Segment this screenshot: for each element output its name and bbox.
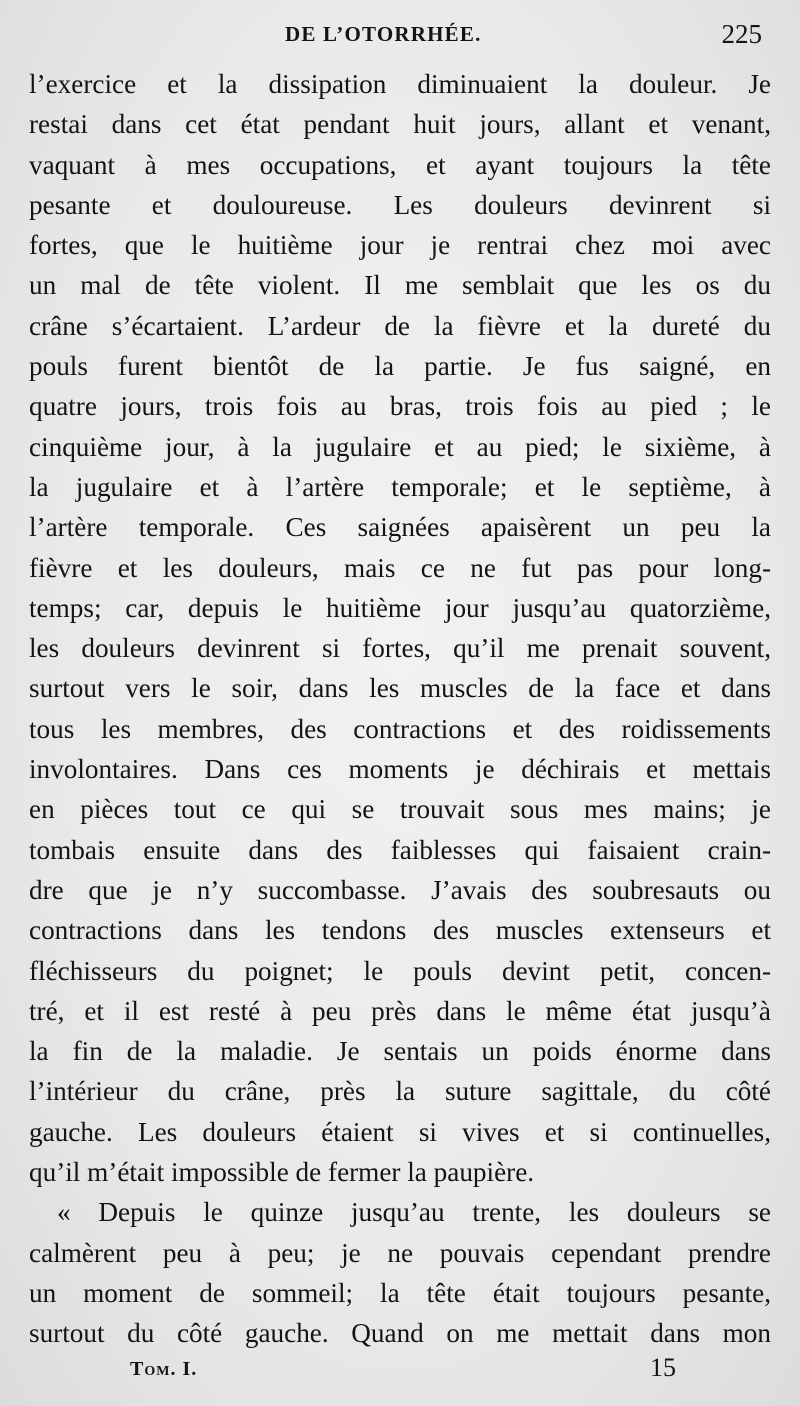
body-text: [29, 64, 771, 1354]
text-line: crâne s’écartaient. L’ardeur de la fièvre et la dureté du: [29, 310, 771, 341]
text-line: dre que je n’y succombasse. J’avais des soubresauts ou: [29, 874, 771, 905]
page-footer: [0, 1350, 800, 1390]
text-line: gauche. Les douleurs étaient si vives et si continuelles,: [29, 1116, 771, 1147]
signature-number: 15: [650, 1353, 676, 1382]
text-line: surtout du côté gauche. Quand on me mettait dans mon: [29, 1318, 771, 1349]
text-line: restai dans cet état pendant huit jours, allant et venant,: [29, 109, 771, 140]
text-line: un moment de sommeil; la tête était toujours pesante,: [29, 1277, 771, 1308]
text-line: l’exercice et la dissipation diminuaient la douleur. Je: [29, 69, 771, 99]
running-head: [0, 14, 800, 58]
text-line: pouls furent bientôt de la partie. Je fus saigné, en: [29, 351, 771, 382]
text-line: qu’il m’était impossible de fermer la paupière.: [29, 1157, 535, 1188]
text-line: fortes, que le huitième jour je rentrai chez moi avec: [29, 230, 771, 261]
text-line: la jugulaire et à l’artère temporale; et le septième, à: [29, 471, 771, 502]
running-title: DE L’OTORRHÉE.: [285, 22, 482, 46]
volume-signature: Tom. I.: [130, 1358, 198, 1380]
text-line: « Depuis le quinze jusqu’au trente, les douleurs se: [57, 1197, 771, 1228]
text-line: pesante et douloureuse. Les douleurs devinrent si: [29, 189, 771, 220]
text-line: la fin de la maladie. Je sentais un poids énorme dans: [29, 1036, 771, 1067]
text-line: calmèrent peu à peu; je ne pouvais cependant prendre: [29, 1237, 771, 1268]
text-line: en pièces tout ce qui se trouvait sous mes mains; je: [29, 794, 771, 825]
text-line: quatre jours, trois fois au bras, trois fois au pied ; le: [29, 391, 771, 422]
text-line: temps; car, depuis le huitième jour jusqu’au quatorzième,: [29, 592, 771, 623]
text-line: involontaires. Dans ces moments je déchirais et mettais: [29, 754, 771, 785]
text-line: tombais ensuite dans des faiblesses qui faisaient crain-: [29, 834, 771, 865]
text-line: cinquième jour, à la jugulaire et au pied; le sixième, à: [29, 431, 771, 462]
text-line: tous les membres, des contractions et des roidissements: [29, 713, 771, 744]
text-line: vaquant à mes occupations, et ayant toujours la tête: [29, 149, 771, 180]
text-line: un mal de tête violent. Il me semblait que les os du: [29, 270, 771, 301]
text-line: l’intérieur du crâne, près la suture sagittale, du côté: [29, 1076, 771, 1107]
text-line: contractions dans les tendons des muscles extenseurs et: [29, 915, 771, 946]
text-line: surtout vers le soir, dans les muscles de la face et dans: [29, 673, 771, 704]
text-line: les douleurs devinrent si fortes, qu’il me prenait souvent,: [29, 633, 771, 664]
page-number: 225: [721, 19, 762, 49]
text-line: fièvre et les douleurs, mais ce ne fut pas pour long-: [29, 552, 771, 583]
text-line: fléchisseurs du poignet; le pouls devint petit, concen-: [29, 955, 771, 986]
text-line: l’artère temporale. Ces saignées apaisèrent un peu la: [29, 512, 771, 543]
text-line: tré, et il est resté à peu près dans le même état jusqu’à: [29, 995, 771, 1026]
